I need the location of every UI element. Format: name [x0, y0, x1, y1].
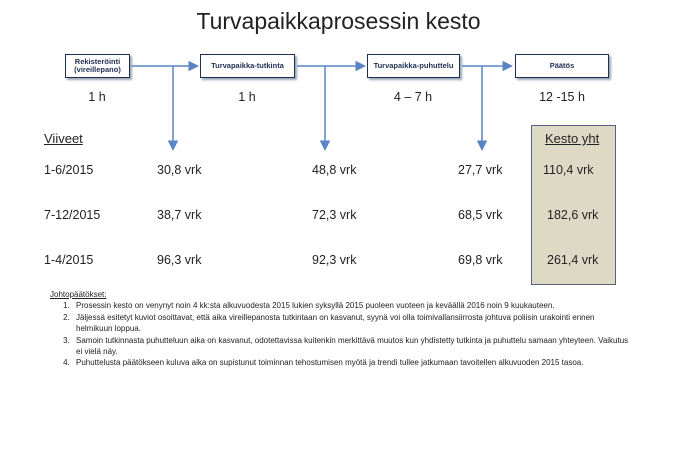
duration-investigation: 1 h — [238, 90, 256, 104]
conclusion-item: 4. Puhuttelusta päätökseen kuluva aika on supistunut toiminnan tehostumisen myötä ja trendi tullee jatkumaan tavoitellen alkuvuoden 2015 tasoa. — [72, 357, 630, 368]
row-total: 182,6 vrk — [547, 208, 599, 222]
duration-registration: 1 h — [88, 90, 106, 104]
row-delay-2: 72,3 vrk — [312, 208, 357, 222]
conclusions-section — [50, 289, 630, 369]
row-delay-3: 69,8 vrk — [458, 253, 503, 267]
duration-decision: 12 -15 h — [539, 90, 585, 104]
conclusions-list — [50, 300, 630, 368]
delays-header: Viiveet — [44, 131, 83, 146]
stage-registration: Rekisteröinti (vireillepano) — [65, 54, 130, 78]
conclusion-item: 1. Prosessin kesto on venynyt noin 4 kk:sta alkuvuodesta 2015 lukien syksyllä 2015 puoleen vuoteen ja keväällä 2016 noin 9 kuukauteen. — [72, 300, 630, 311]
stage-investigation: Turvapaikka-tutkinta — [200, 54, 295, 78]
row-delay-2: 48,8 vrk — [312, 163, 357, 177]
row-delay-3: 27,7 vrk — [458, 163, 503, 177]
stage-interview: Turvapaikka-puhuttelu — [367, 54, 460, 78]
row-delay-1: 96,3 vrk — [157, 253, 202, 267]
row-delay-1: 38,7 vrk — [157, 208, 202, 222]
conclusion-item: 3. Samoin tutkinnasta puhutteluun aika on kasvanut, odotettavissa kuitenkin merkittävä muutos kun yhdistetty tutkinta ja puhuttelu samaan yhteyteen. Vaikutus ei vielä näy. — [72, 335, 630, 358]
row-delay-2: 92,3 vrk — [312, 253, 357, 267]
row-period: 1-6/2015 — [44, 163, 94, 177]
duration-interview: 4 – 7 h — [393, 90, 433, 104]
total-header: Kesto yht — [545, 131, 600, 146]
row-period: 7-12/2015 — [44, 208, 101, 222]
row-period: 1-4/2015 — [44, 253, 94, 267]
row-delay-1: 30,8 vrk — [157, 163, 202, 177]
page-title: Turvapaikkaprosessin kesto — [196, 8, 481, 34]
row-total: 110,4 vrk — [543, 163, 594, 177]
conclusions-heading: Johtopäätökset: — [50, 290, 107, 299]
row-total: 261,4 vrk — [547, 253, 599, 267]
stage-decision: Päätös — [515, 54, 609, 78]
row-delay-3: 68,5 vrk — [458, 208, 503, 222]
conclusion-item: 2. Jäljessä esitetyt kuviot osoittavat, että aika vireillepanosta tutkintaan on kasvanut, syynä voi olla toimivallansiirrosta johtuva poliisin urakointi ennen helmikuun loppua. — [72, 312, 630, 335]
